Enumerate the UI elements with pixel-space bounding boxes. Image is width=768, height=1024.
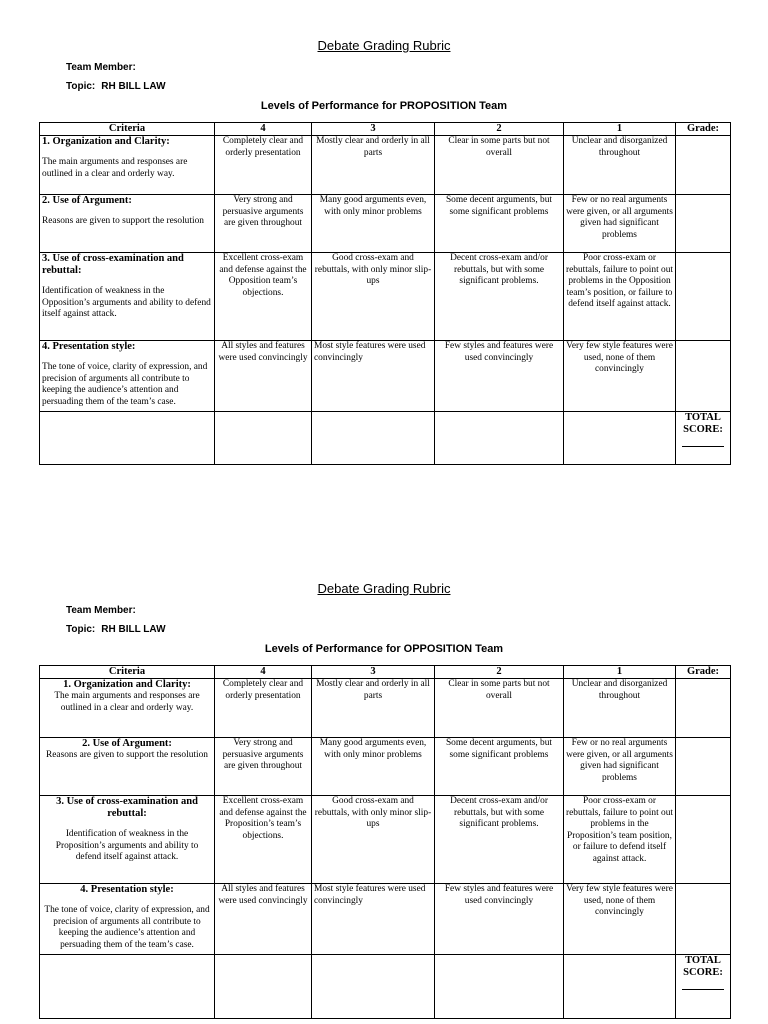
empty-cell — [215, 955, 312, 1019]
criteria-title: 1. Organization and Clarity: — [63, 679, 191, 690]
criteria-title: 1. Organization and Clarity: — [42, 136, 170, 147]
level-3-cell: Most style features were used convincingly — [312, 884, 435, 955]
empty-cell — [435, 412, 564, 465]
criteria-title: 2. Use of Argument: — [42, 195, 132, 206]
page-title: Debate Grading Rubric — [317, 38, 451, 53]
criteria-title: 2. Use of Argument: — [82, 738, 172, 749]
table-row — [40, 195, 731, 253]
total-score-line — [682, 445, 724, 447]
level-2-cell: Few styles and features were used convincingly — [435, 884, 564, 955]
level-4-cell: Excellent cross-exam and defense against the Proposition’s team’s objections. — [215, 796, 312, 884]
rubric-table — [39, 665, 731, 1019]
level-4-header: 4 — [215, 123, 312, 136]
grade-cell[interactable] — [676, 679, 731, 738]
rubric-table — [39, 122, 731, 465]
criteria-title: 3. Use of cross-examination and rebuttal: — [42, 253, 184, 276]
criteria-cell — [40, 796, 215, 884]
level-2-cell: Clear in some parts but not overall — [435, 679, 564, 738]
criteria-description: The tone of voice, clarity of expression, and precision of arguments all contribute to keeping the audience’s attention and persuading them of the team’s case. — [44, 905, 210, 950]
grade-cell[interactable] — [676, 884, 731, 955]
level-1-cell: Poor cross-exam or rebuttals, failure to point out problems in the Opposition team’s position, or failure to defend itself against attack. — [564, 253, 676, 341]
level-2-cell: Some decent arguments, but some significant problems — [435, 738, 564, 796]
total-row — [40, 955, 731, 1019]
grade-cell[interactable] — [676, 136, 731, 195]
grade-cell[interactable] — [676, 796, 731, 884]
table-row — [40, 796, 731, 884]
level-4-cell: All styles and features were used convincingly — [215, 884, 312, 955]
criteria-title: 3. Use of cross-examination and rebuttal: — [56, 796, 198, 819]
level-4-cell: Very strong and persuasive arguments are given throughout — [215, 738, 312, 796]
empty-cell — [312, 412, 435, 465]
level-1-header: 1 — [564, 666, 676, 679]
level-2-cell: Clear in some parts but not overall — [435, 136, 564, 195]
level-4-cell: Completely clear and orderly presentation — [215, 136, 312, 195]
table-row — [40, 253, 731, 341]
levels-heading: Levels of Performance for PROPOSITION Team — [260, 100, 508, 112]
empty-cell — [312, 955, 435, 1019]
level-3-cell: Mostly clear and orderly in all parts — [312, 679, 435, 738]
empty-cell — [215, 412, 312, 465]
level-2-cell: Decent cross-exam and/or rebuttals, but with some significant problems. — [435, 796, 564, 884]
grade-cell[interactable] — [676, 341, 731, 412]
criteria-cell — [40, 195, 215, 253]
criteria-description: Reasons are given to support the resolution — [46, 750, 208, 760]
header-row — [40, 666, 731, 679]
criteria-title: 4. Presentation style: — [42, 341, 136, 352]
criteria-cell — [40, 253, 215, 341]
level-3-cell: Mostly clear and orderly in all parts — [312, 136, 435, 195]
level-3-cell: Good cross-exam and rebuttals, with only minor slip-ups — [312, 253, 435, 341]
grade-cell[interactable] — [676, 253, 731, 341]
total-score-label: TOTAL SCORE: — [683, 412, 723, 435]
level-3-cell: Many good arguments even, with only minor problems — [312, 195, 435, 253]
level-1-cell: Poor cross-exam or rebuttals, failure to point out problems in the Proposition’s team position, or failure to defend itself against attack. — [564, 796, 676, 884]
level-1-cell: Few or no real arguments were given, or all arguments given had significant problems — [564, 738, 676, 796]
level-4-cell: Excellent cross-exam and defense against the Opposition team’s objections. — [215, 253, 312, 341]
empty-cell — [564, 955, 676, 1019]
level-3-header: 3 — [312, 123, 435, 136]
level-3-cell: Good cross-exam and rebuttals, with only minor slip-ups — [312, 796, 435, 884]
grade-cell[interactable] — [676, 195, 731, 253]
topic-line — [66, 624, 166, 635]
table-row — [40, 341, 731, 412]
level-2-header: 2 — [435, 666, 564, 679]
empty-cell — [40, 955, 215, 1019]
level-2-cell: Few styles and features were used convincingly — [435, 341, 564, 412]
total-score-cell[interactable] — [676, 955, 731, 1019]
criteria-header: Criteria — [40, 666, 215, 679]
total-row — [40, 412, 731, 465]
criteria-header: Criteria — [40, 123, 215, 136]
topic-line — [66, 81, 166, 92]
criteria-description: Reasons are given to support the resolution — [42, 216, 204, 226]
level-1-cell: Unclear and disorganized throughout — [564, 136, 676, 195]
level-4-cell: All styles and features were used convincingly — [215, 341, 312, 412]
grade-cell[interactable] — [676, 738, 731, 796]
level-3-header: 3 — [312, 666, 435, 679]
table-row — [40, 679, 731, 738]
header-row — [40, 123, 731, 136]
team-member-label: Team Member: — [66, 605, 136, 616]
level-3-cell: Most style features were used convincingly — [312, 341, 435, 412]
team-member-label: Team Member: — [66, 62, 136, 73]
total-score-line — [682, 988, 724, 990]
topic-value: RH BILL LAW — [101, 81, 166, 92]
topic-value: RH BILL LAW — [101, 624, 166, 635]
topic-label: Topic: — [66, 624, 96, 635]
grade-header: Grade: — [676, 666, 731, 679]
level-4-cell: Completely clear and orderly presentation — [215, 679, 312, 738]
level-4-header: 4 — [215, 666, 312, 679]
empty-cell — [435, 955, 564, 1019]
level-1-header: 1 — [564, 123, 676, 136]
criteria-description: Identification of weakness in the Opposition’s arguments and ability to defend itself against attack. — [42, 286, 211, 319]
criteria-title: 4. Presentation style: — [80, 884, 174, 895]
table-row — [40, 884, 731, 955]
empty-cell — [564, 412, 676, 465]
total-score-label: TOTAL SCORE: — [683, 955, 723, 978]
table-row — [40, 738, 731, 796]
criteria-description: The tone of voice, clarity of expression, and precision of arguments all contribute to keeping the audience’s attention and persuading them of the team’s case. — [42, 362, 208, 407]
level-1-cell: Very few style features were used, none of them convincingly — [564, 884, 676, 955]
criteria-cell — [40, 679, 215, 738]
table-row — [40, 136, 731, 195]
levels-heading: Levels of Performance for OPPOSITION Team — [264, 643, 504, 655]
criteria-cell — [40, 136, 215, 195]
criteria-description: The main arguments and responses are outlined in a clear and orderly way. — [54, 691, 200, 713]
level-1-cell: Unclear and disorganized throughout — [564, 679, 676, 738]
criteria-cell — [40, 884, 215, 955]
empty-cell — [40, 412, 215, 465]
level-2-cell: Some decent arguments, but some significant problems — [435, 195, 564, 253]
level-2-header: 2 — [435, 123, 564, 136]
criteria-description: The main arguments and responses are outlined in a clear and orderly way. — [42, 157, 188, 179]
grade-header: Grade: — [676, 123, 731, 136]
page-title: Debate Grading Rubric — [317, 581, 451, 596]
criteria-cell — [40, 341, 215, 412]
topic-label: Topic: — [66, 81, 96, 92]
level-3-cell: Many good arguments even, with only minor problems — [312, 738, 435, 796]
level-1-cell: Very few style features were used, none of them convincingly — [564, 341, 676, 412]
level-1-cell: Few or no real arguments were given, or all arguments given had significant problems — [564, 195, 676, 253]
criteria-description: Identification of weakness in the Proposition’s arguments and ability to defend itself against attack. — [55, 829, 199, 862]
level-4-cell: Very strong and persuasive arguments are given throughout — [215, 195, 312, 253]
criteria-cell — [40, 738, 215, 796]
level-2-cell: Decent cross-exam and/or rebuttals, but with some significant problems. — [435, 253, 564, 341]
total-score-cell[interactable] — [676, 412, 731, 465]
